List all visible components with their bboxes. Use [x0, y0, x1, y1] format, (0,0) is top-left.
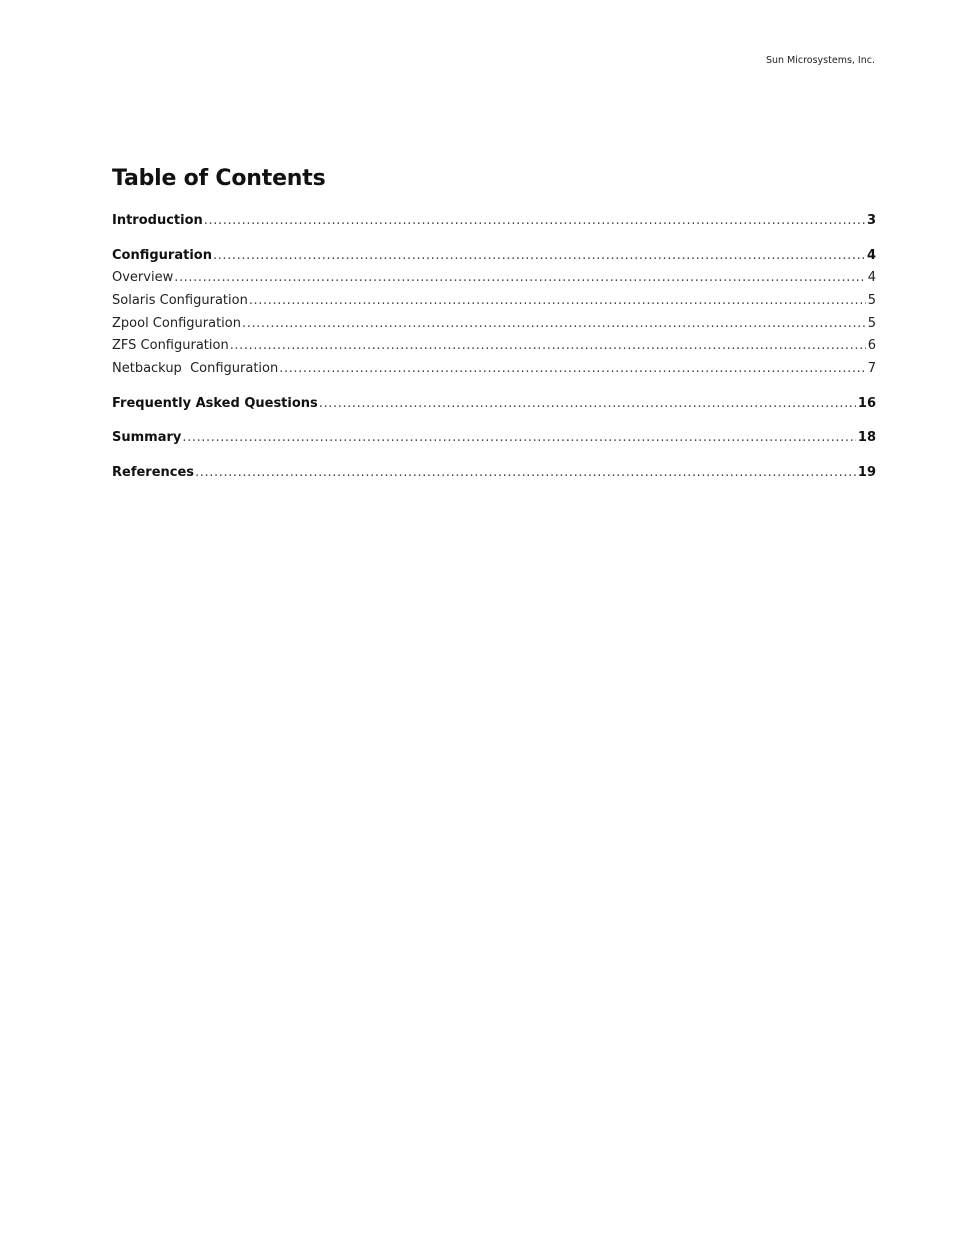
toc-entry-page: 7 — [867, 361, 876, 376]
toc-entry-label: Solaris Configuration — [112, 293, 248, 308]
toc-dot-leader — [195, 465, 856, 481]
toc-entry-label: Netbackup Configuration — [112, 361, 279, 376]
toc-entry-page: 3 — [866, 213, 876, 228]
toc-entry-configuration[interactable] — [112, 248, 876, 264]
toc-entry-references[interactable] — [112, 465, 876, 481]
toc-entry-page: 6 — [867, 338, 876, 353]
toc-entry-netbackup-configuration[interactable] — [112, 361, 876, 377]
toc-entry-page: 18 — [857, 430, 876, 445]
toc-dot-leader — [319, 396, 856, 412]
toc-entry-label: Introduction — [112, 213, 203, 228]
toc-entry-summary[interactable] — [112, 430, 876, 446]
toc-entry-label: Zpool Configuration — [112, 316, 241, 331]
toc-title: Table of Contents — [112, 166, 326, 191]
toc-entry-page: 5 — [867, 316, 876, 331]
toc-dot-leader — [174, 270, 866, 286]
toc-entry-page: 4 — [866, 248, 876, 263]
toc-entry-introduction[interactable] — [112, 213, 876, 229]
header-company-name: Sun Microsystems, Inc. — [765, 55, 875, 66]
toc-entry-label: Configuration — [112, 248, 212, 263]
toc-entry-label: Overview — [112, 270, 174, 285]
toc-entry-page: 5 — [867, 293, 876, 308]
toc-entry-faq[interactable] — [112, 396, 876, 412]
toc-entry-overview[interactable] — [112, 270, 876, 286]
toc-entry-page: 19 — [857, 465, 876, 480]
toc-entry-zpool-configuration[interactable] — [112, 316, 876, 332]
toc-entry-label: Summary — [112, 430, 182, 445]
toc-entry-label: References — [112, 465, 195, 480]
toc-entry-label: Frequently Asked Questions — [112, 396, 318, 411]
toc-dot-leader — [182, 430, 856, 446]
toc-entry-label: ZFS Configuration — [112, 338, 229, 353]
toc-entry-page: 16 — [857, 396, 876, 411]
toc-dot-leader — [249, 293, 866, 309]
toc-entry-zfs-configuration[interactable] — [112, 338, 876, 354]
toc-dot-leader — [279, 361, 865, 377]
toc-entry-page: 4 — [867, 270, 876, 285]
toc-dot-leader — [230, 338, 866, 354]
toc-dot-leader — [242, 316, 866, 332]
toc-dot-leader — [213, 248, 865, 264]
toc-dot-leader — [204, 213, 865, 229]
toc-entry-solaris-configuration[interactable] — [112, 293, 876, 309]
